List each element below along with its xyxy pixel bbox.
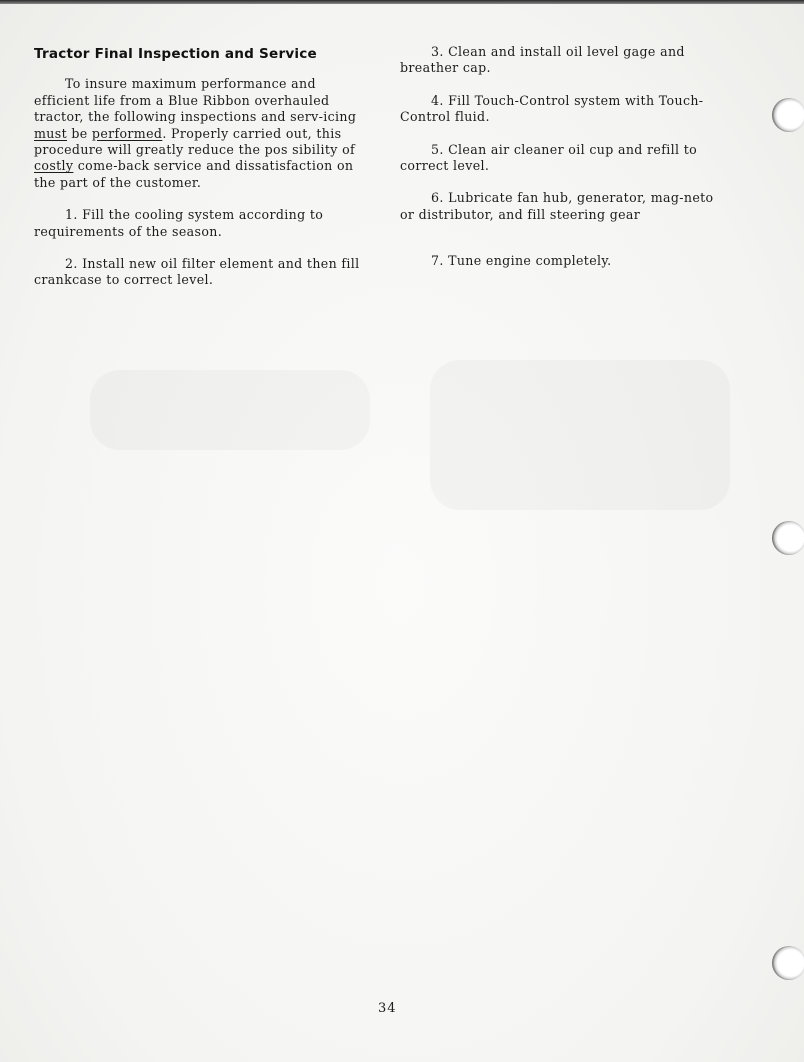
step-2: 2. Install new oil filter element and then fill crankcase to correct level. — [34, 256, 360, 288]
step-5: 5. Clean air cleaner oil cup and refill to correct level. — [400, 141, 698, 174]
step-3: 3. Clean and install oil level gage and breather cap. — [400, 44, 685, 76]
bleed-through-shadow — [430, 360, 730, 510]
step-7: 7. Tune engine completely. — [431, 253, 612, 269]
intro-underlined-must: must — [34, 125, 67, 141]
binder-hole-icon — [772, 521, 804, 555]
binder-hole-icon — [772, 98, 804, 132]
binder-hole-icon — [772, 946, 804, 980]
right-column — [400, 44, 730, 286]
intro-text-3: come-back service and dissatisfaction on the part of the customer. — [34, 158, 354, 190]
bleed-through-shadow — [90, 370, 370, 450]
intro-underlined-costly: costly — [34, 158, 74, 174]
intro-paragraph — [34, 76, 364, 191]
page-number: 34 — [378, 1001, 397, 1016]
intro-text-2: . Properly carried out, this procedure will greatly reduce the pos sibility of — [34, 125, 356, 158]
step-1: 1. Fill the cooling system according to requirements of the season. — [34, 207, 324, 239]
intro-text-be: be — [66, 125, 92, 141]
step-4: 4. Fill Touch-Control system with Touch-Control fluid. — [400, 92, 704, 125]
intro-underlined-performed: performed — [91, 125, 163, 141]
intro-text-1: To insure maximum performance and efficient life from a Blue Ribbon overhauled tractor, the following inspections and serv-icing — [34, 76, 357, 125]
step-6: 6. Lubricate fan hub, generator, mag-neto or distributor, and fill steering gear — [400, 190, 714, 222]
left-column — [34, 44, 364, 305]
page-top-edge — [0, 0, 804, 4]
section-title: Tractor Final Inspection and Service — [34, 46, 317, 62]
